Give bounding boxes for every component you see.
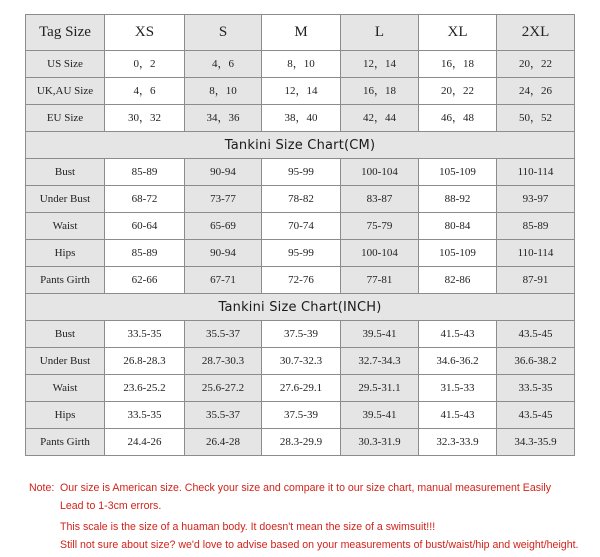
value-cell: 26.4-28 (185, 429, 262, 456)
value-cell: 12，14 (341, 51, 419, 78)
note-prefix: Note: (29, 482, 55, 494)
value-cell: 20，22 (497, 51, 575, 78)
value-cell: 16，18 (341, 78, 419, 105)
value-cell: 23.6-25.2 (105, 375, 185, 402)
value-cell: 95-99 (262, 159, 341, 186)
value-cell: 73-77 (185, 186, 262, 213)
value-cell: 65-69 (185, 213, 262, 240)
value-cell: 28.3-29.9 (262, 429, 341, 456)
value-cell: 12，14 (262, 78, 341, 105)
value-cell: 68-72 (105, 186, 185, 213)
row-label: Bust (26, 321, 105, 348)
value-cell: 85-89 (105, 159, 185, 186)
value-cell: 33.5-35 (105, 321, 185, 348)
note-line-1 (29, 483, 551, 494)
row-label: Pants Girth (26, 267, 105, 294)
value-cell: 36.6-38.2 (497, 348, 575, 375)
table-row (26, 78, 575, 105)
value-cell: 31.5-33 (419, 375, 497, 402)
value-cell: 30.7-32.3 (262, 348, 341, 375)
note-line-4: Still not sure about size? we'd love to advise based on your measurements of bust/waist/hip and weight/height. (60, 539, 579, 551)
value-cell: 78-82 (262, 186, 341, 213)
value-cell: 70-74 (262, 213, 341, 240)
size-chart-table (25, 14, 575, 456)
value-cell: 30，32 (105, 105, 185, 132)
row-label: EU Size (26, 105, 105, 132)
value-cell: 72-76 (262, 267, 341, 294)
value-cell: 100-104 (341, 240, 419, 267)
value-cell: 110-114 (497, 159, 575, 186)
value-cell: 105-109 (419, 240, 497, 267)
value-cell: 39.5-41 (341, 321, 419, 348)
value-cell: 37.5-39 (262, 321, 341, 348)
row-label: Pants Girth (26, 429, 105, 456)
note-line-1-text: Our size is American size. Check your size and compare it to our size chart, manual measurement Easily (60, 482, 552, 494)
value-cell: 105-109 (419, 159, 497, 186)
value-cell: 28.7-30.3 (185, 348, 262, 375)
value-cell: 25.6-27.2 (185, 375, 262, 402)
table-row (26, 240, 575, 267)
row-label: Waist (26, 213, 105, 240)
value-cell: 90-94 (185, 240, 262, 267)
size-header-cell: S (185, 15, 262, 51)
value-cell: 75-79 (341, 213, 419, 240)
value-cell: 50，52 (497, 105, 575, 132)
table-row (26, 186, 575, 213)
header-row (26, 15, 575, 51)
value-cell: 42，44 (341, 105, 419, 132)
value-cell: 30.3-31.9 (341, 429, 419, 456)
row-label: UK,AU Size (26, 78, 105, 105)
inch-chart-title: Tankini Size Chart(INCH) (26, 294, 575, 321)
value-cell: 29.5-31.1 (341, 375, 419, 402)
value-cell: 37.5-39 (262, 402, 341, 429)
value-cell: 16，18 (419, 51, 497, 78)
size-header-cell: XS (105, 15, 185, 51)
table-row (26, 105, 575, 132)
value-cell: 46，48 (419, 105, 497, 132)
value-cell: 8，10 (185, 78, 262, 105)
value-cell: 34.3-35.9 (497, 429, 575, 456)
table-row (26, 375, 575, 402)
value-cell: 4，6 (185, 51, 262, 78)
tag-size-label: Tag Size (26, 15, 105, 51)
value-cell: 33.5-35 (105, 402, 185, 429)
value-cell: 43.5-45 (497, 402, 575, 429)
row-label: Hips (26, 240, 105, 267)
value-cell: 87-91 (497, 267, 575, 294)
value-cell: 90-94 (185, 159, 262, 186)
value-cell: 88-92 (419, 186, 497, 213)
value-cell: 8，10 (262, 51, 341, 78)
row-label: US Size (26, 51, 105, 78)
value-cell: 43.5-45 (497, 321, 575, 348)
value-cell: 41.5-43 (419, 402, 497, 429)
section-row (26, 294, 575, 321)
value-cell: 24，26 (497, 78, 575, 105)
note-line-3: This scale is the size of a huaman body. It doesn't mean the size of a swimsuit!!! (60, 521, 436, 533)
table-row (26, 213, 575, 240)
value-cell: 83-87 (341, 186, 419, 213)
value-cell: 60-64 (105, 213, 185, 240)
row-label: Hips (26, 402, 105, 429)
value-cell: 77-81 (341, 267, 419, 294)
row-label: Under Bust (26, 186, 105, 213)
table-row (26, 267, 575, 294)
value-cell: 100-104 (341, 159, 419, 186)
value-cell: 85-89 (105, 240, 185, 267)
row-label: Bust (26, 159, 105, 186)
value-cell: 20，22 (419, 78, 497, 105)
value-cell: 32.3-33.9 (419, 429, 497, 456)
section-row (26, 132, 575, 159)
size-header-cell: L (341, 15, 419, 51)
value-cell: 38，40 (262, 105, 341, 132)
table-row (26, 51, 575, 78)
value-cell: 95-99 (262, 240, 341, 267)
value-cell: 41.5-43 (419, 321, 497, 348)
value-cell: 82-86 (419, 267, 497, 294)
value-cell: 26.8-28.3 (105, 348, 185, 375)
table-row (26, 321, 575, 348)
value-cell: 32.7-34.3 (341, 348, 419, 375)
value-cell: 27.6-29.1 (262, 375, 341, 402)
value-cell: 35.5-37 (185, 402, 262, 429)
value-cell: 93-97 (497, 186, 575, 213)
value-cell: 34.6-36.2 (419, 348, 497, 375)
note-line-2: Lead to 1-3cm errors. (60, 500, 162, 512)
value-cell: 39.5-41 (341, 402, 419, 429)
value-cell: 67-71 (185, 267, 262, 294)
value-cell: 33.5-35 (497, 375, 575, 402)
value-cell: 110-114 (497, 240, 575, 267)
value-cell: 34，36 (185, 105, 262, 132)
row-label: Waist (26, 375, 105, 402)
cm-chart-title: Tankini Size Chart(CM) (26, 132, 575, 159)
value-cell: 85-89 (497, 213, 575, 240)
table-row (26, 348, 575, 375)
value-cell: 62-66 (105, 267, 185, 294)
value-cell: 80-84 (419, 213, 497, 240)
table-row (26, 159, 575, 186)
table-row (26, 429, 575, 456)
value-cell: 35.5-37 (185, 321, 262, 348)
notes-section (0, 475, 600, 557)
row-label: Under Bust (26, 348, 105, 375)
size-header-cell: 2XL (497, 15, 575, 51)
value-cell: 0，2 (105, 51, 185, 78)
size-chart-body (26, 15, 575, 456)
table-row (26, 402, 575, 429)
value-cell: 24.4-26 (105, 429, 185, 456)
size-header-cell: XL (419, 15, 497, 51)
value-cell: 4，6 (105, 78, 185, 105)
size-header-cell: M (262, 15, 341, 51)
